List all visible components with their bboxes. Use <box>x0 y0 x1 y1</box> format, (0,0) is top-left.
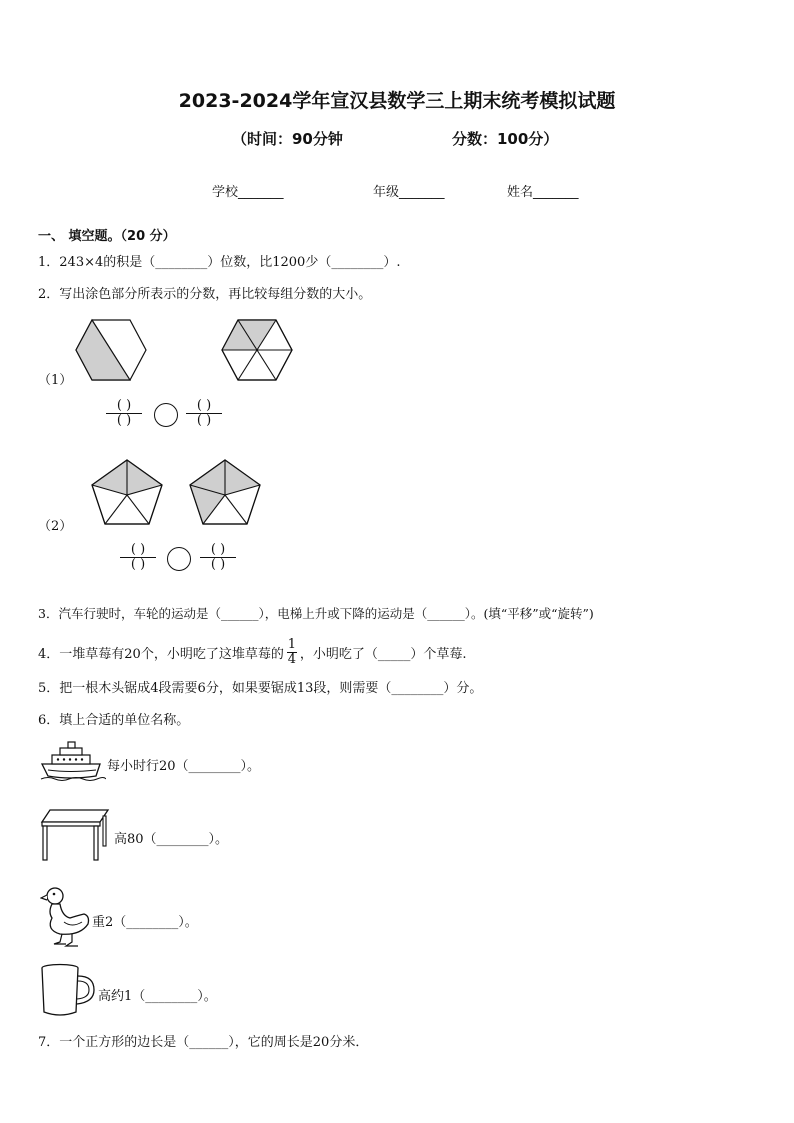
school-field: 学校_______ <box>212 185 284 200</box>
question-6: 6．填上合适的单位名称。 <box>38 713 190 728</box>
question-4-text-end: ，小明吃了（_____）个草莓. <box>299 647 467 662</box>
question-4 <box>38 638 466 667</box>
cup-icon <box>40 962 98 1018</box>
ship-speed-line: 每小时行20（________）。 <box>107 759 261 774</box>
compare-circle[interactable] <box>167 547 191 571</box>
table-height-line: 高80（________）。 <box>114 832 229 847</box>
question-7: 7．一个正方形的边长是（______），它的周长是20分米． <box>38 1035 369 1050</box>
compare-circle[interactable] <box>154 403 178 427</box>
fraction-blank: ( ) ( ) <box>106 399 142 428</box>
fraction-blank: ( ) ( ) <box>120 543 156 572</box>
grade-field: 年级_______ <box>373 185 445 200</box>
hexagon-sixths-icon <box>220 317 294 383</box>
exam-score: 分数：100分） <box>452 130 559 148</box>
question-5: 5．把一根木头锯成4段需要6分，如果要锯成13段，则需要（________）分。 <box>38 681 483 696</box>
table-icon <box>40 808 110 862</box>
duck-icon <box>40 886 92 948</box>
fraction-one-quarter: $\frac{1}{4}$ <box>287 637 296 667</box>
duck-weight-line: 重2（________）。 <box>92 915 198 930</box>
part-2-label: （2） <box>38 519 73 534</box>
hexagon-half-shaded-icon <box>74 317 148 383</box>
question-1: 1．243×4的积是（________）位数，比1200少（________）. <box>38 255 401 270</box>
section-heading: 一、 填空题。（20 分） <box>38 229 176 244</box>
cup-height-line: 高约1（________）。 <box>98 989 217 1004</box>
ship-icon <box>40 740 106 782</box>
pentagon-fifths-icon <box>90 458 164 526</box>
page-title: 2023-2024学年宣汉县数学三上期末统考模拟试题 <box>178 90 616 112</box>
part-1-label: （1） <box>38 373 73 388</box>
pentagon-fifths-icon <box>188 458 262 526</box>
question-2: 2．写出涂色部分所表示的分数，再比较每组分数的大小。 <box>38 287 372 302</box>
fraction-blank: ( ) ( ) <box>200 543 236 572</box>
fraction-blank: ( ) ( ) <box>186 399 222 428</box>
question-3: 3．汽车行驶时，车轮的运动是（______），电梯上升或下降的运动是（______）。(填“平移”或“旋转”) <box>38 606 594 621</box>
exam-time: （时间：90分钟 <box>232 130 343 148</box>
name-field: 姓名_______ <box>507 185 579 200</box>
question-4-text: 4．一堆草莓有20个，小明吃了这堆草莓的 <box>38 647 284 662</box>
